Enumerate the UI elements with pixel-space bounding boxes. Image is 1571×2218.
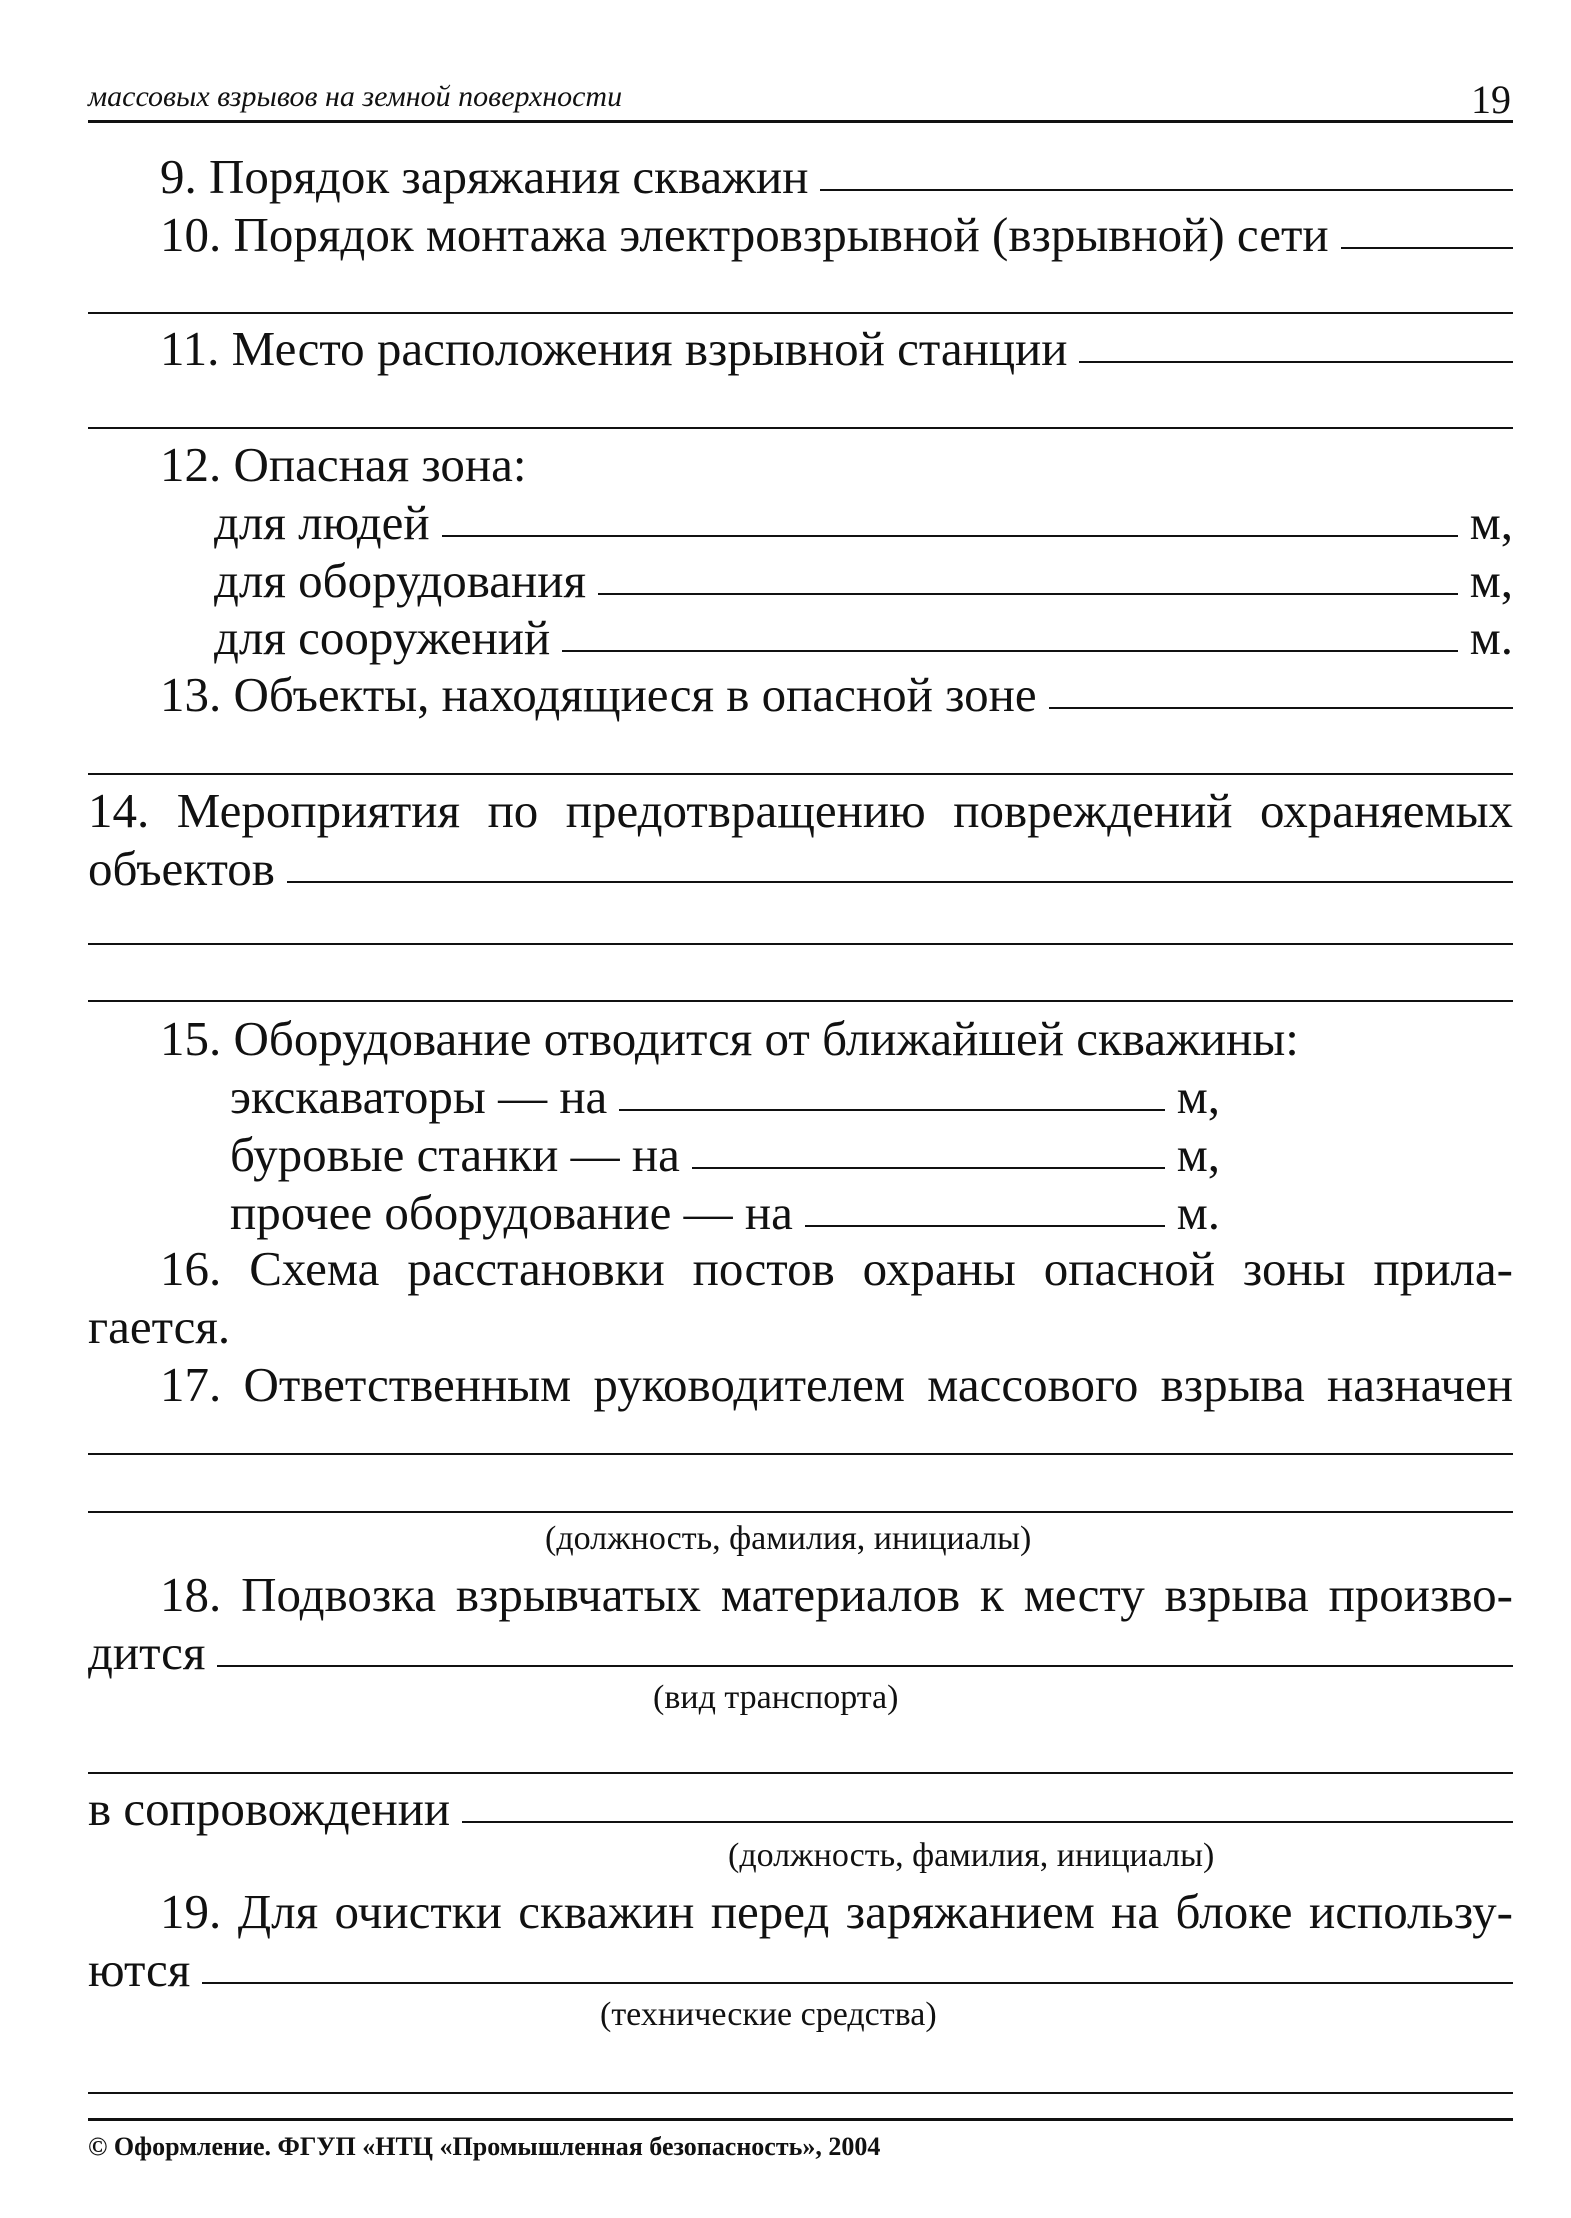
item-14-blank-line-2[interactable] (88, 1000, 1513, 1002)
item-18-escort-label: в сопровождении (88, 1781, 451, 1836)
item-18 (88, 1624, 1513, 1681)
unit-m: м, (1469, 495, 1513, 550)
item-15 (160, 1010, 1513, 1067)
item-12-label: 12. Опасная зона: (160, 437, 527, 492)
header-rule (88, 120, 1513, 123)
item-15-excavators (230, 1068, 1220, 1125)
item-13 (160, 666, 1513, 723)
item-18-blank[interactable] (217, 1664, 1513, 1667)
item-19-label: ются (88, 1942, 191, 1997)
item-12-people-label: для людей (214, 495, 430, 550)
page-number: 19 (1471, 77, 1511, 122)
item-14-line-1: 14. Мероприятия по предотвращению повреждений охраняемых (88, 783, 1513, 838)
item-15-drills-blank[interactable] (692, 1166, 1165, 1169)
item-15-other (230, 1184, 1220, 1241)
item-12-equipment-label: для оборудования (214, 553, 587, 608)
item-15-other-label: прочее оборудование — на (230, 1185, 793, 1240)
item-18-label: дится (88, 1625, 206, 1680)
item-12-structures-blank[interactable] (562, 649, 1457, 652)
running-header-title: массовых взрывов на земной поверхности (88, 80, 623, 113)
item-16-line-1: 16. Схема расстановки постов охраны опасной зоны прила- (160, 1241, 1513, 1296)
unit-m: м. (1469, 610, 1513, 665)
unit-m: м, (1176, 1069, 1220, 1124)
item-19-blank-line[interactable] (88, 2092, 1513, 2094)
caption-tech: (технические средства) (600, 1996, 937, 2033)
item-17-label: 17. Ответственным руководителем массового взрыва назначен (160, 1357, 1513, 1412)
item-11-blank[interactable] (1079, 360, 1513, 363)
item-15-excavators-label: экскаваторы — на (230, 1069, 608, 1124)
item-15-drills-label: буровые станки — на (230, 1127, 680, 1182)
item-18-blank-line[interactable] (88, 1772, 1513, 1774)
item-18-escort-blank[interactable] (462, 1820, 1513, 1823)
item-10 (160, 206, 1513, 263)
item-10-blank[interactable] (1341, 246, 1513, 249)
item-15-label: 15. Оборудование отводится от ближайшей скважины: (160, 1011, 1299, 1066)
item-9-blank[interactable] (820, 188, 1513, 191)
item-12-structures (214, 609, 1513, 666)
item-10-label: 10. Порядок монтажа электровзрывной (взрывной) сети (160, 207, 1329, 262)
unit-m: м, (1469, 553, 1513, 608)
item-17-blank-line-1[interactable] (88, 1453, 1513, 1455)
item-15-excavators-blank[interactable] (619, 1108, 1164, 1111)
caption-transport: (вид транспорта) (653, 1679, 899, 1716)
item-12-structures-label: для сооружений (214, 610, 551, 665)
item-10-blank-line[interactable] (88, 312, 1513, 314)
item-15-drills (230, 1126, 1220, 1183)
item-14-blank[interactable] (287, 880, 1513, 883)
item-9 (160, 148, 1513, 205)
item-9-label: 9. Порядок заряжания скважин (160, 149, 809, 204)
unit-m: м. (1176, 1185, 1220, 1240)
unit-m: м, (1176, 1127, 1220, 1182)
footer-rule (88, 2118, 1513, 2121)
caption-position-name-escort: (должность, фамилия, инициалы) (728, 1837, 1215, 1874)
item-11-blank-line[interactable] (88, 427, 1513, 429)
item-12-people-blank[interactable] (442, 534, 1458, 537)
item-19-blank[interactable] (202, 1981, 1513, 1984)
item-14-blank-line-1[interactable] (88, 943, 1513, 945)
item-14-label: объектов (88, 841, 275, 896)
item-12 (160, 436, 1513, 493)
item-14 (88, 840, 1513, 897)
item-12-equipment (214, 552, 1513, 609)
item-13-label: 13. Объекты, находящиеся в опасной зоне (160, 667, 1037, 722)
item-17-blank-line-2[interactable] (88, 1511, 1513, 1513)
caption-position-name: (должность, фамилия, инициалы) (545, 1520, 1032, 1557)
item-11 (160, 320, 1513, 377)
item-18-escort (88, 1780, 1513, 1837)
item-16-line-2 (88, 1298, 1513, 1355)
item-15-other-blank[interactable] (805, 1224, 1165, 1227)
item-19 (88, 1941, 1513, 1998)
footer-copyright: © Оформление. ФГУП «НТЦ «Промышленная безопасность», 2004 (88, 2132, 881, 2161)
item-19-line-1: 19. Для очистки скважин перед заряжанием на блоке использу- (160, 1884, 1513, 1939)
item-18-line-1: 18. Подвозка взрывчатых материалов к месту взрыва произво- (160, 1567, 1513, 1622)
item-12-equipment-blank[interactable] (598, 592, 1458, 595)
item-13-blank[interactable] (1049, 706, 1513, 709)
item-11-label: 11. Место расположения взрывной станции (160, 321, 1068, 376)
item-12-people (214, 494, 1513, 551)
item-13-blank-line[interactable] (88, 773, 1513, 775)
item-16-line-2-text: гается. (88, 1299, 231, 1354)
